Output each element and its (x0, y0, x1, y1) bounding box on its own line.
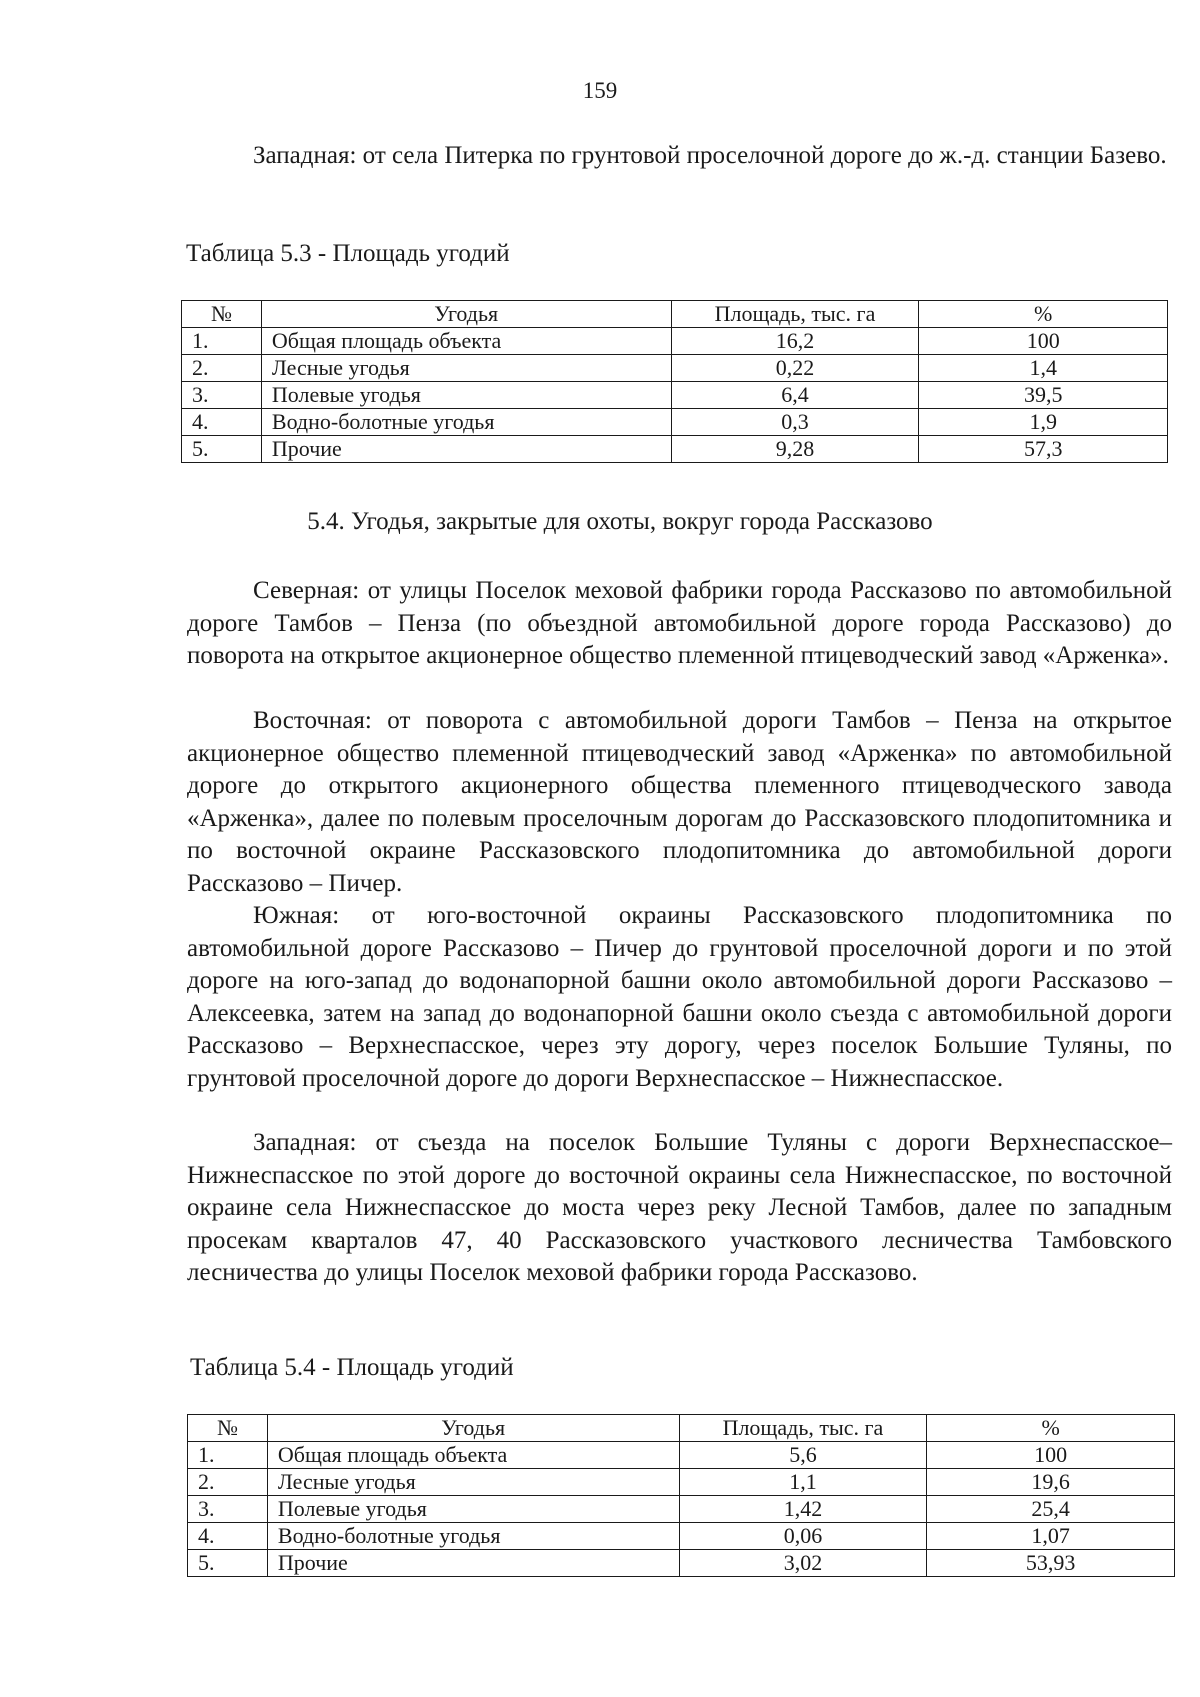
row-no: 5. (182, 436, 262, 463)
row-no: 1. (188, 1442, 268, 1469)
table-row (188, 1469, 1175, 1496)
row-area: 0,06 (679, 1523, 927, 1550)
header-no: № (182, 301, 262, 328)
row-area: 1,1 (679, 1469, 927, 1496)
row-land-type: Водно-болотные угодья (267, 1523, 679, 1550)
row-no: 2. (182, 355, 262, 382)
row-land-type: Общая площадь объекта (261, 328, 671, 355)
row-percent: 1,4 (919, 355, 1168, 382)
row-no: 4. (188, 1523, 268, 1550)
table-row (188, 1550, 1175, 1577)
page-number: 159 (582, 78, 618, 103)
row-percent: 25,4 (927, 1496, 1175, 1523)
row-area: 16,2 (671, 328, 919, 355)
row-no: 3. (188, 1496, 268, 1523)
table-row (182, 409, 1168, 436)
header-no: № (188, 1415, 268, 1442)
row-area: 3,02 (679, 1550, 927, 1577)
row-no: 3. (182, 382, 262, 409)
row-percent: 53,93 (927, 1550, 1175, 1577)
header-percent: % (927, 1415, 1175, 1442)
table-row (182, 436, 1168, 463)
header-percent: % (919, 301, 1168, 328)
paragraph-south: Южная: от юго-восточной окраины Рассказовского плодопитомника по автомобильной дороге Рассказово – Пичер до грунтовой проселочной дороги и по этой дороге на юго-запад до водонапорной башни около автомобильной дороги Рассказово – Алексеевка, затем на запад до водонапорной башни около съезда с автомобильной дороги Рассказово – Верхнеспасское, через эту дорогу, через поселок Большие Туляны, по грунтовой проселочной дороге до дороги Верхнеспасское – Нижнеспасское. (187, 902, 1172, 1092)
header-area: Площадь, тыс. га (671, 301, 919, 328)
row-land-type: Полевые угодья (261, 382, 671, 409)
table-row (188, 1496, 1175, 1523)
row-no: 1. (182, 328, 262, 355)
row-land-type: Лесные угодья (267, 1469, 679, 1496)
table-header-row (188, 1415, 1175, 1442)
row-no: 4. (182, 409, 262, 436)
row-area: 6,4 (671, 382, 919, 409)
row-area: 1,42 (679, 1496, 927, 1523)
row-land-type: Водно-болотные угодья (261, 409, 671, 436)
table-row (182, 355, 1168, 382)
table-row (182, 328, 1168, 355)
row-land-type: Общая площадь объекта (267, 1442, 679, 1469)
row-area: 0,22 (671, 355, 919, 382)
table-5-3 (181, 300, 1168, 463)
section-heading: 5.4. Угодья, закрытые для охоты, вокруг города Рассказово (307, 508, 933, 535)
row-percent: 57,3 (919, 436, 1168, 463)
row-area: 9,28 (671, 436, 919, 463)
table-5-4 (187, 1414, 1175, 1577)
row-no: 5. (188, 1550, 268, 1577)
table-row (188, 1442, 1175, 1469)
table-5-4-caption: Таблица 5.4 - Площадь угодий (190, 1354, 514, 1381)
row-percent: 19,6 (927, 1469, 1175, 1496)
row-land-type: Полевые угодья (267, 1496, 679, 1523)
row-percent: 1,07 (927, 1523, 1175, 1550)
paragraph-west: Западная: от съезда на поселок Большие Туляны с дороги Верхнеспасское–Нижнеспасское по этой дороге до восточной окраины села Нижнеспасское, по восточной окраине села Нижнеспасское до моста через реку Лесной Тамбов, далее по западным просекам кварталов 47, 40 Рассказовского участкового лесничества Тамбовского лесничества до улицы Поселок меховой фабрики города Рассказово. (187, 1129, 1172, 1286)
table-row (188, 1523, 1175, 1550)
header-land-type: Угодья (267, 1415, 679, 1442)
header-land-type: Угодья (261, 301, 671, 328)
row-land-type: Лесные угодья (261, 355, 671, 382)
row-area: 5,6 (679, 1442, 927, 1469)
paragraph-west-piterka: Западная: от села Питерка по грунтовой проселочной дороге до ж.-д. станции Базево. (253, 142, 1167, 169)
row-no: 2. (188, 1469, 268, 1496)
header-area: Площадь, тыс. га (679, 1415, 927, 1442)
table-row (182, 382, 1168, 409)
table-5-3-caption: Таблица 5.3 - Площадь угодий (186, 240, 510, 267)
row-area: 0,3 (671, 409, 919, 436)
row-percent: 1,9 (919, 409, 1168, 436)
row-percent: 39,5 (919, 382, 1168, 409)
paragraph-north: Северная: от улицы Поселок меховой фабрики города Рассказово по автомобильной дороге Тамбов – Пенза (по объездной автомобильной дороге города Рассказово) до поворота на открытое акционерное общество племенной птицеводческий завод «Арженка». (187, 577, 1172, 669)
row-land-type: Прочие (267, 1550, 679, 1577)
row-land-type: Прочие (261, 436, 671, 463)
paragraph-east: Восточная: от поворота с автомобильной дороги Тамбов – Пенза на открытое акционерное общество племенной птицеводческий завод «Арженка» по автомобильной дороге до открытого акционерного общества племенного птицеводческого завода «Арженка», далее по полевым проселочным дорогам до Рассказовского плодопитомника и по восточной окраине Рассказовского плодопитомника до автомобильной дороги Рассказово – Пичер. (187, 707, 1172, 897)
row-percent: 100 (927, 1442, 1175, 1469)
table-header-row (182, 301, 1168, 328)
row-percent: 100 (919, 328, 1168, 355)
